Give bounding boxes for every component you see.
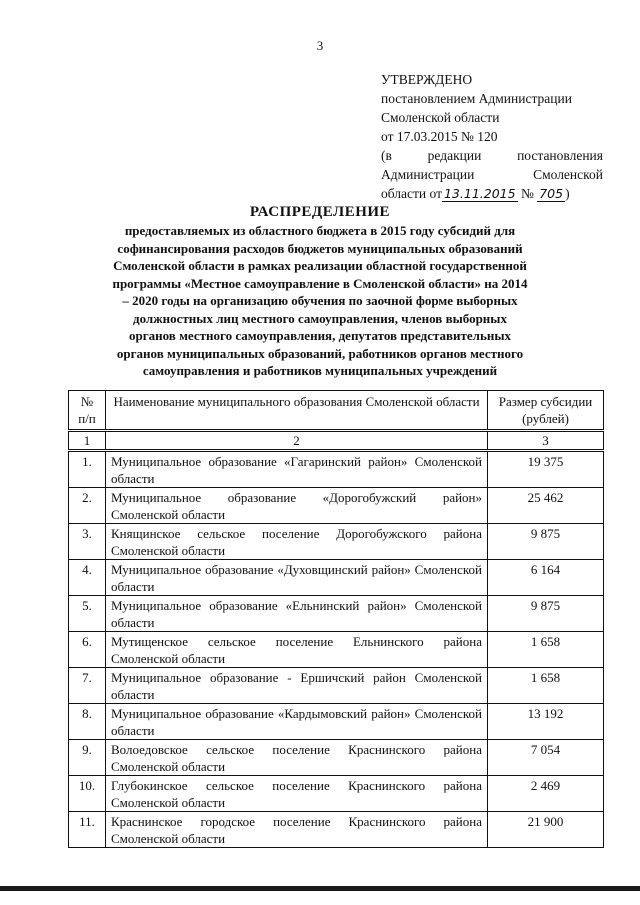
column-index-1: 1 [69,431,106,451]
row-name: Муниципальное образование - Ершичский район Смоленской области [106,668,488,704]
row-amount: 7 054 [488,740,604,776]
row-amount: 1 658 [488,632,604,668]
row-amount: 9 875 [488,524,604,560]
handwritten-number: 705 [539,186,564,201]
header-name: Наименование муниципального образования Смоленской области [106,391,488,431]
approval-line-1: постановлением Администрации [381,91,572,106]
table-row [69,560,604,596]
distribution-table [68,390,604,848]
table-row [69,596,604,632]
row-number: 7. [69,668,106,704]
column-index-row [69,431,604,451]
row-number: 4. [69,560,106,596]
table-row [69,488,604,524]
row-number: 2. [69,488,106,524]
table-row [69,632,604,668]
row-name: Муниципальное образование «Кардымовский район» Смоленской области [106,704,488,740]
row-amount: 25 462 [488,488,604,524]
header-number: № п/п [69,391,106,431]
row-number: 8. [69,704,106,740]
document-subtitle: предоставляемых из областного бюджета в 2015 году субсидий для софинансирования расходов бюджетов муниципальных образований Смоленской области в рамках реализации областной государственной программы «Местное самоуправление в Смоленской области» на 2014 – 2020 годы на организацию обучения по заочной форме выборных должностных лиц местного самоуправления, членов выборных органов местного самоуправления, депутатов представительных органов муниципальных образований, работников органов местного самоуправления и работников муниципальных учреждений [112,223,528,378]
approval-line-6 [381,184,603,203]
scan-bottom-edge [0,886,640,891]
row-name: Глубокинское сельское поселение Краснинского района Смоленской области [106,776,488,812]
row-name: Волоедовское сельское поселение Краснинского района Смоленской области [106,740,488,776]
row-number: 11. [69,812,106,848]
row-number: 5. [69,596,106,632]
table-header-row [69,391,604,431]
row-number: 1. [69,451,106,488]
row-name: Муниципальное образование «Гагаринский район» Смоленской области [106,451,488,488]
approval-line-6-prefix: области от [381,186,442,201]
row-amount: 19 375 [488,451,604,488]
table-row [69,668,604,704]
row-amount: 6 164 [488,560,604,596]
approval-line-6-suffix: ) [565,186,570,201]
approval-line-3: от 17.03.2015 № 120 [381,129,498,144]
row-name: Муниципальное образование «Ельнинский район» Смоленской области [106,596,488,632]
table-row [69,451,604,488]
row-number: 9. [69,740,106,776]
row-name: Княщинское сельское поселение Дорогобужского района Смоленской области [106,524,488,560]
document-title: РАСПРЕДЕЛЕНИЕ [249,204,391,220]
row-name: Краснинское городское поселение Краснинского района Смоленской области [106,812,488,848]
page-number: 3 [316,38,324,53]
table-row [69,704,604,740]
header-amount: Размер субсидии (рублей) [488,391,604,431]
row-name: Муниципальное образование «Духовщинский район» Смоленской области [106,560,488,596]
table-row [69,740,604,776]
approval-stamp [381,70,603,203]
table-row [69,812,604,848]
table-row [69,776,604,812]
row-amount: 21 900 [488,812,604,848]
row-amount: 1 658 [488,668,604,704]
approval-line-4: (в редакции постановления [381,148,603,163]
table-row [69,524,604,560]
row-number: 6. [69,632,106,668]
approval-line-2: Смоленской области [381,110,500,125]
table-body [69,431,604,848]
handwritten-date: 13.11.2015 [443,186,516,201]
approval-line-6-mid: № [520,186,534,201]
row-amount: 9 875 [488,596,604,632]
approval-line-5: Администрации Смоленской [381,167,603,182]
row-name: Мутищенское сельское поселение Ельнинского района Смоленской области [106,632,488,668]
row-amount: 13 192 [488,704,604,740]
row-number: 3. [69,524,106,560]
column-index-2: 2 [106,431,488,451]
row-name: Муниципальное образование «Дорогобужский район» Смоленской области [106,488,488,524]
column-index-3: 3 [488,431,604,451]
approval-heading: УТВЕРЖДЕНО [381,72,473,87]
row-number: 10. [69,776,106,812]
row-amount: 2 469 [488,776,604,812]
